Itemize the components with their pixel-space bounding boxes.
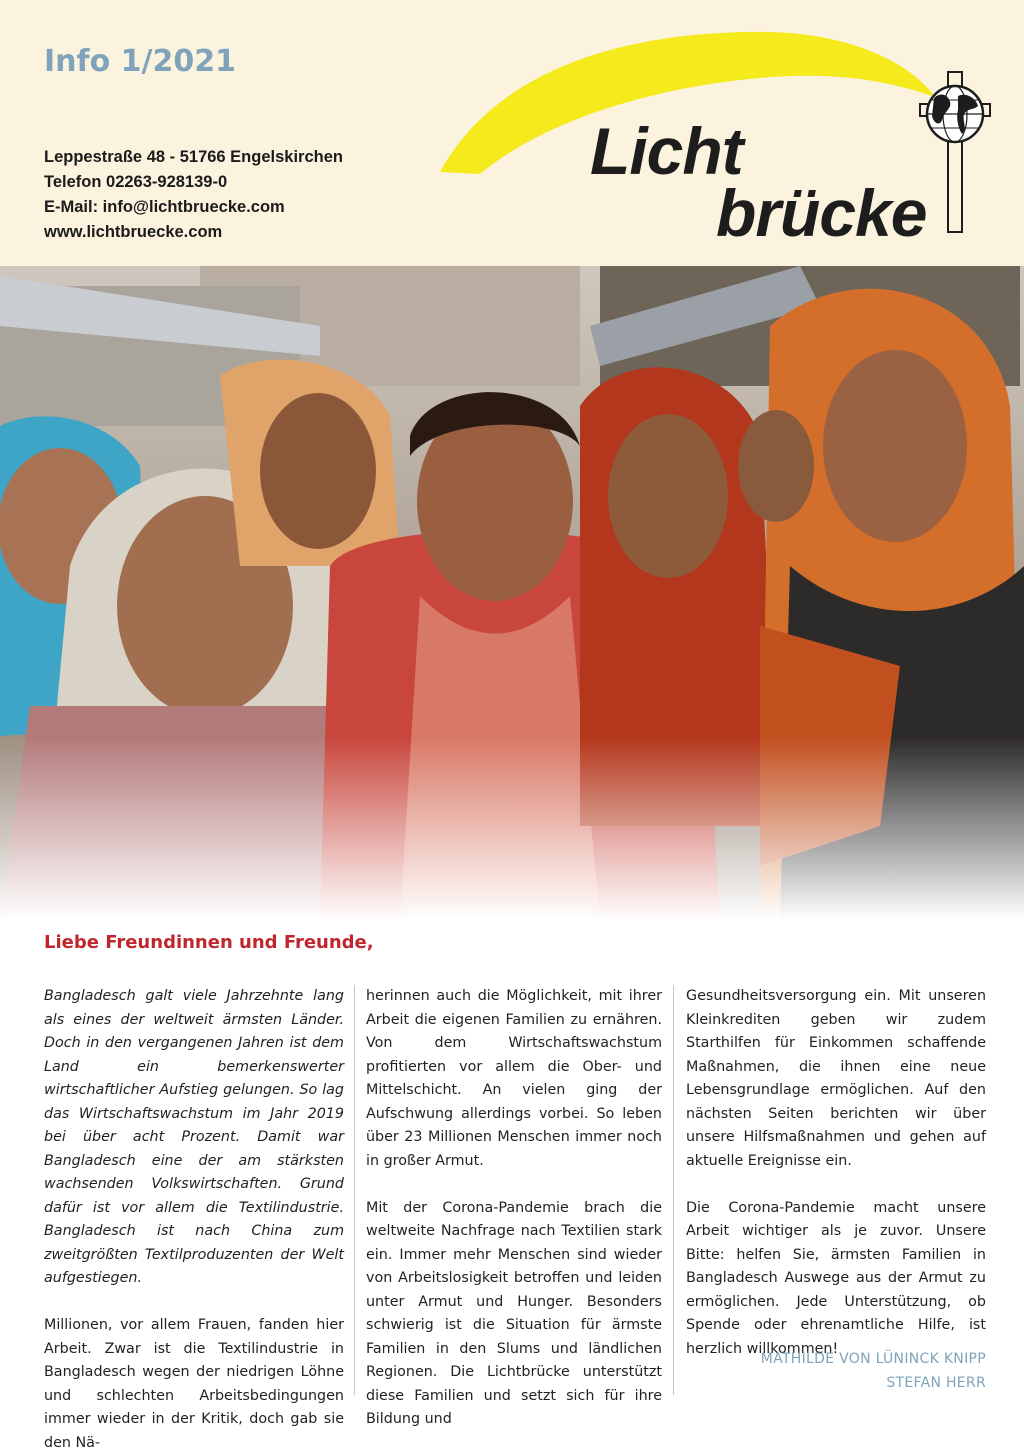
body-paragraph: Gesundheitsversorgung ein. Mit unseren Kleinkrediten geben wir zudem Starthilfen für Einkommen schaffende Maßnahmen, die ihnen eine neue Lebensgrundlage ermöglichen. Auf den nächsten Seiten berichten wir über unsere Hilfsmaßnahmen und gehen auf aktuelle Ereignisse ein. [686,988,986,1169]
phone-line: Telefon 02263-928139-0 [44,173,228,191]
intro-paragraph: Bangladesch galt viele Jahrzehnte lang als eines der weltweit ärmsten Länder. Doch in den vergangenen Jahren ist dem Land ein bemerkenswerter wirtschaftlicher Aufstieg gelungen. So lag das Wirtschaftswachstum im Jahr 2019 bei über acht Prozent. Damit war Bangladesch eine der am stärksten wachsenden Volkswirtschaften. Grund dafür ist vor allem die Textilindustrie. Bangladesch ist nach China zum zweitgrößten Textilproduzenten der Welt aufgestiegen. [44,988,344,1286]
signature-name: MATHILDE VON LÜNINCK KNIPP [760,1351,986,1367]
column-divider [673,985,674,1395]
column-divider [354,985,355,1395]
letter-greeting: Liebe Freundinnen und Freunde, [44,932,374,953]
body-paragraph: herinnen auch die Möglichkeit, mit ihrer Arbeit die eigenen Familien zu ernähren. Von dem Wirtschaftswachstum profitierten vor allem die Ober- und Mittelschicht. An vielen ging der Aufschwung allerdings vorbei. So leben über 23 Millionen Menschen immer noch in großer Armut. [366,988,662,1169]
signature-name: STEFAN HERR [886,1375,986,1391]
issue-label: Info 1/2021 [44,44,236,79]
letter-column-3 [686,985,986,1385]
website-link[interactable]: www.lichtbruecke.com [44,223,223,241]
header-band [0,0,1024,266]
logo-word-licht: Licht [590,114,743,188]
lichtbruecke-logo [440,22,1000,252]
address-line: Leppestraße 48 - 51766 Engelskirchen [44,148,343,166]
body-paragraph: Millionen, vor allem Frauen, fanden hier Arbeit. Zwar ist die Textilindustrie in Bangladesch wegen der niedrigen Löhne und schlechten Arbeitsbedingungen immer wieder in der Kritik, doch gab sie den Nä- [44,1317,344,1449]
letter-column-1 [44,985,344,1449]
letter-column-2 [366,985,662,1449]
body-paragraph: Die Corona-Pandemie macht unsere Arbeit wichtiger als je zuvor. Unsere Bitte: helfen Sie, ärmsten Familien in Bangladesch Auswege aus der Armut zu ermöglichen. Jede Unterstützung, ob Spende oder ehrenamtliche Hilfe, ist herzlich willkommen! [686,1199,986,1357]
contact-block [44,145,343,245]
signature-block [686,1347,986,1395]
logo-word-bruecke: brücke [716,176,927,250]
email-link[interactable]: E-Mail: info@lichtbruecke.com [44,198,285,216]
body-paragraph: Mit der Corona-Pandemie brach die weltweite Nachfrage nach Textilien stark ein. Immer mehr Menschen sind wieder von Arbeitslosigkeit betroffen und leiden unter Armut und Hunger. Besonders schwierig ist die Situation für ärmste Familien in den Slums und ländlichen Regionen. Die Lichtbrücke unterstützt diese Familien und setzt sich für ihre Bildung und [366,1199,662,1427]
globe-with-cross-icon [916,68,996,238]
group-of-women-photo [0,266,1024,920]
